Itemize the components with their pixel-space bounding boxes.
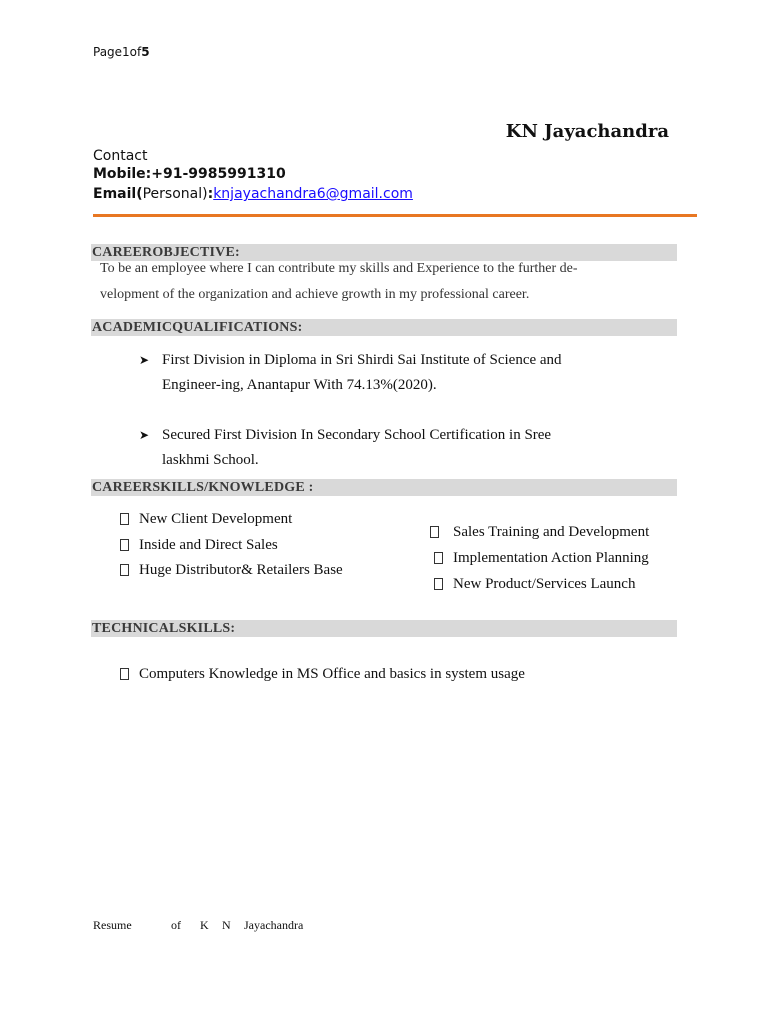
academic-item-2-line-1: Secured First Division In Secondary School Certification in Sree — [162, 427, 552, 443]
section-title: CAREERSKILLS/KNOWLEDGE : — [92, 480, 314, 495]
mobile-number: Mobile:+91-9985991310 — [93, 166, 286, 182]
technical-item-1 — [120, 666, 525, 683]
skill-left-1 — [120, 511, 292, 528]
email-prefix: Email( — [93, 186, 143, 202]
skill-left-2 — [120, 537, 278, 554]
section-academic — [91, 319, 677, 336]
candidate-name: KN Jayachandra — [505, 121, 669, 142]
email-personal: Personal) — [142, 186, 208, 202]
arrow-bullet-icon: ➤ — [139, 428, 150, 442]
section-technical-skills — [91, 620, 677, 637]
skill-right-3 — [434, 576, 635, 593]
footer-word: K — [200, 918, 209, 932]
academic-item-1-line-2: Engineer-ing, Anantapur With 74.13%(2020). — [162, 377, 437, 393]
skill-label: New Client Development — [139, 511, 293, 527]
checkbox-glyph-icon — [430, 526, 439, 538]
page-number — [93, 45, 150, 59]
technical-label: Computers Knowledge in MS Office and basics in system usage — [139, 666, 525, 682]
arrow-bullet-icon: ➤ — [139, 353, 150, 367]
checkbox-glyph-icon — [434, 552, 443, 564]
skill-label: Sales Training and Development — [453, 524, 650, 540]
section-title: ACADEMICQUALIFICATIONS: — [92, 320, 303, 335]
checkbox-glyph-icon — [120, 539, 129, 551]
header-divider — [93, 214, 697, 217]
checkbox-glyph-icon — [120, 564, 129, 576]
section-title: CAREEROBJECTIVE: — [92, 245, 240, 260]
footer-word: Jayachandra — [244, 918, 304, 932]
skill-left-3 — [120, 562, 343, 579]
checkbox-glyph-icon — [120, 668, 129, 680]
academic-item-2-line-2: laskhmi School. — [162, 452, 259, 468]
section-title: TECHNICALSKILLS: — [92, 621, 236, 636]
skill-label: Huge Distributor& Retailers Base — [139, 562, 343, 578]
footer-word: of — [171, 918, 181, 932]
academic-item-1-line-1: First Division in Diploma in Sri Shirdi Sai Institute of Science and — [162, 352, 562, 368]
checkbox-glyph-icon — [120, 513, 129, 525]
section-career-skills — [91, 479, 677, 496]
objective-line-2: velopment of the organization and achieve growth in my professional career. — [100, 287, 530, 302]
contact-label: Contact — [93, 148, 148, 164]
objective-line-1: To be an employee where I can contribute my skills and Experience to the further de- — [100, 261, 578, 276]
footer-word: N — [222, 918, 231, 932]
email-link[interactable]: knjayachandra6@gmail.com — [213, 186, 413, 202]
skill-right-2 — [434, 550, 649, 567]
skill-label: Implementation Action Planning — [453, 550, 649, 566]
email-line — [93, 186, 413, 202]
footer-word: Resume — [93, 918, 132, 932]
footer — [93, 918, 303, 933]
email-colon: : — [207, 186, 214, 202]
skill-label: Inside and Direct Sales — [139, 537, 278, 553]
skill-label: New Product/Services Launch — [453, 576, 636, 592]
skill-right-1 — [430, 524, 649, 541]
checkbox-glyph-icon — [434, 578, 443, 590]
page-number-total: 5 — [141, 45, 150, 59]
page-number-prefix: Page1of — [93, 45, 142, 59]
